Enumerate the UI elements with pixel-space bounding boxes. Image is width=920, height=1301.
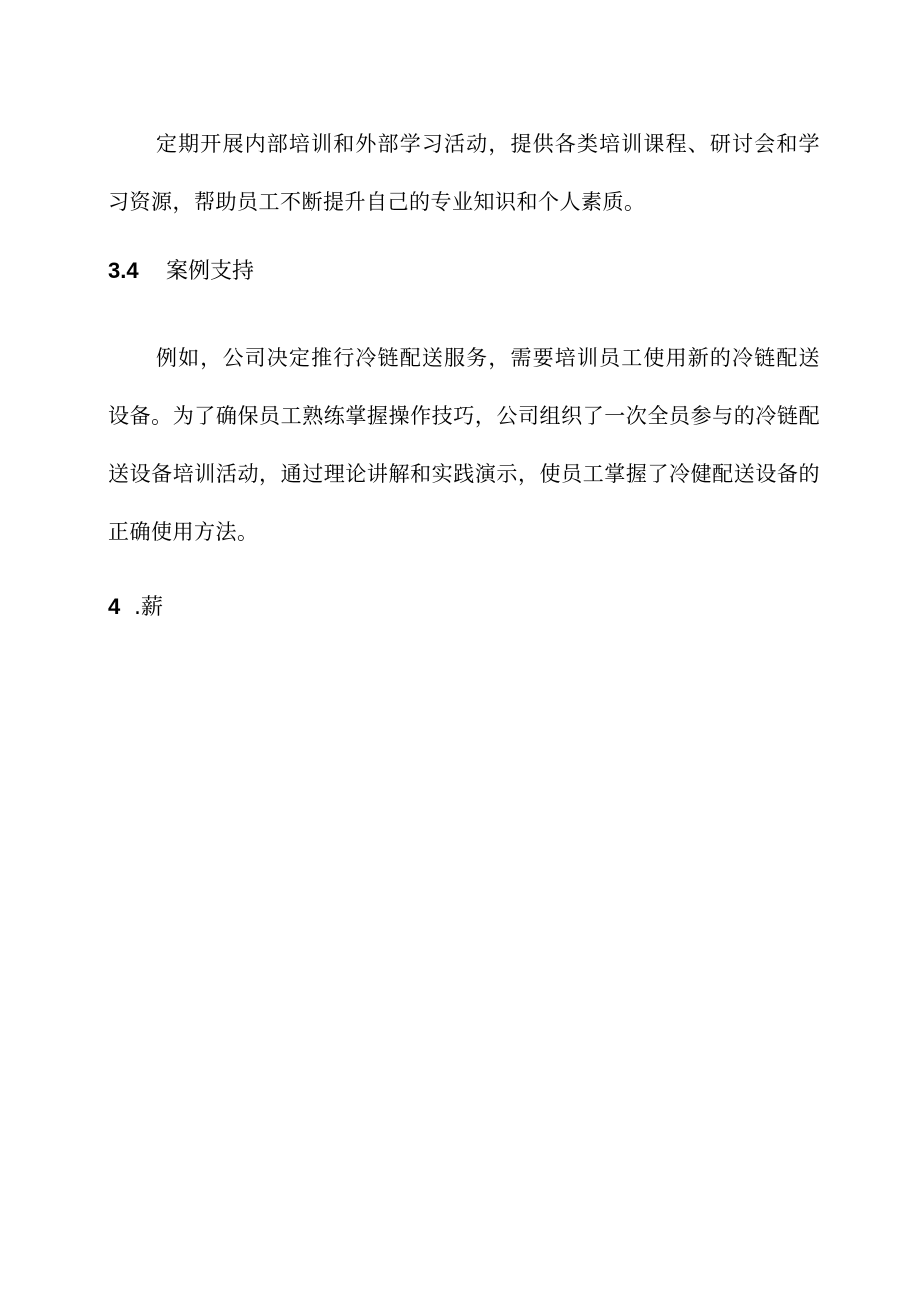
paragraph-case-example: 例如，公司决定推行冷链配送服务，需要培训员工使用新的冷链配送设备。为了确保员工熟练掌握操作技巧，公司组织了一次全员参与的冷链配送设备培训活动，通过理论讲解和实践演示，使员工掌握了冷健配送设备的正确使用方法。	[108, 346, 820, 544]
section-title: .薪	[134, 595, 163, 620]
section-number: 3.4	[108, 258, 139, 283]
section-heading-4	[108, 590, 163, 621]
section-heading-3-4	[108, 254, 254, 285]
section-title: 案例支持	[166, 259, 255, 284]
paragraph-training-activities: 定期开展内部培训和外部学习活动，提供各类培训课程、研讨会和学习资源，帮助员工不断提升自己的专业知识和个人素质。	[108, 132, 820, 214]
section-number: 4	[108, 594, 121, 619]
